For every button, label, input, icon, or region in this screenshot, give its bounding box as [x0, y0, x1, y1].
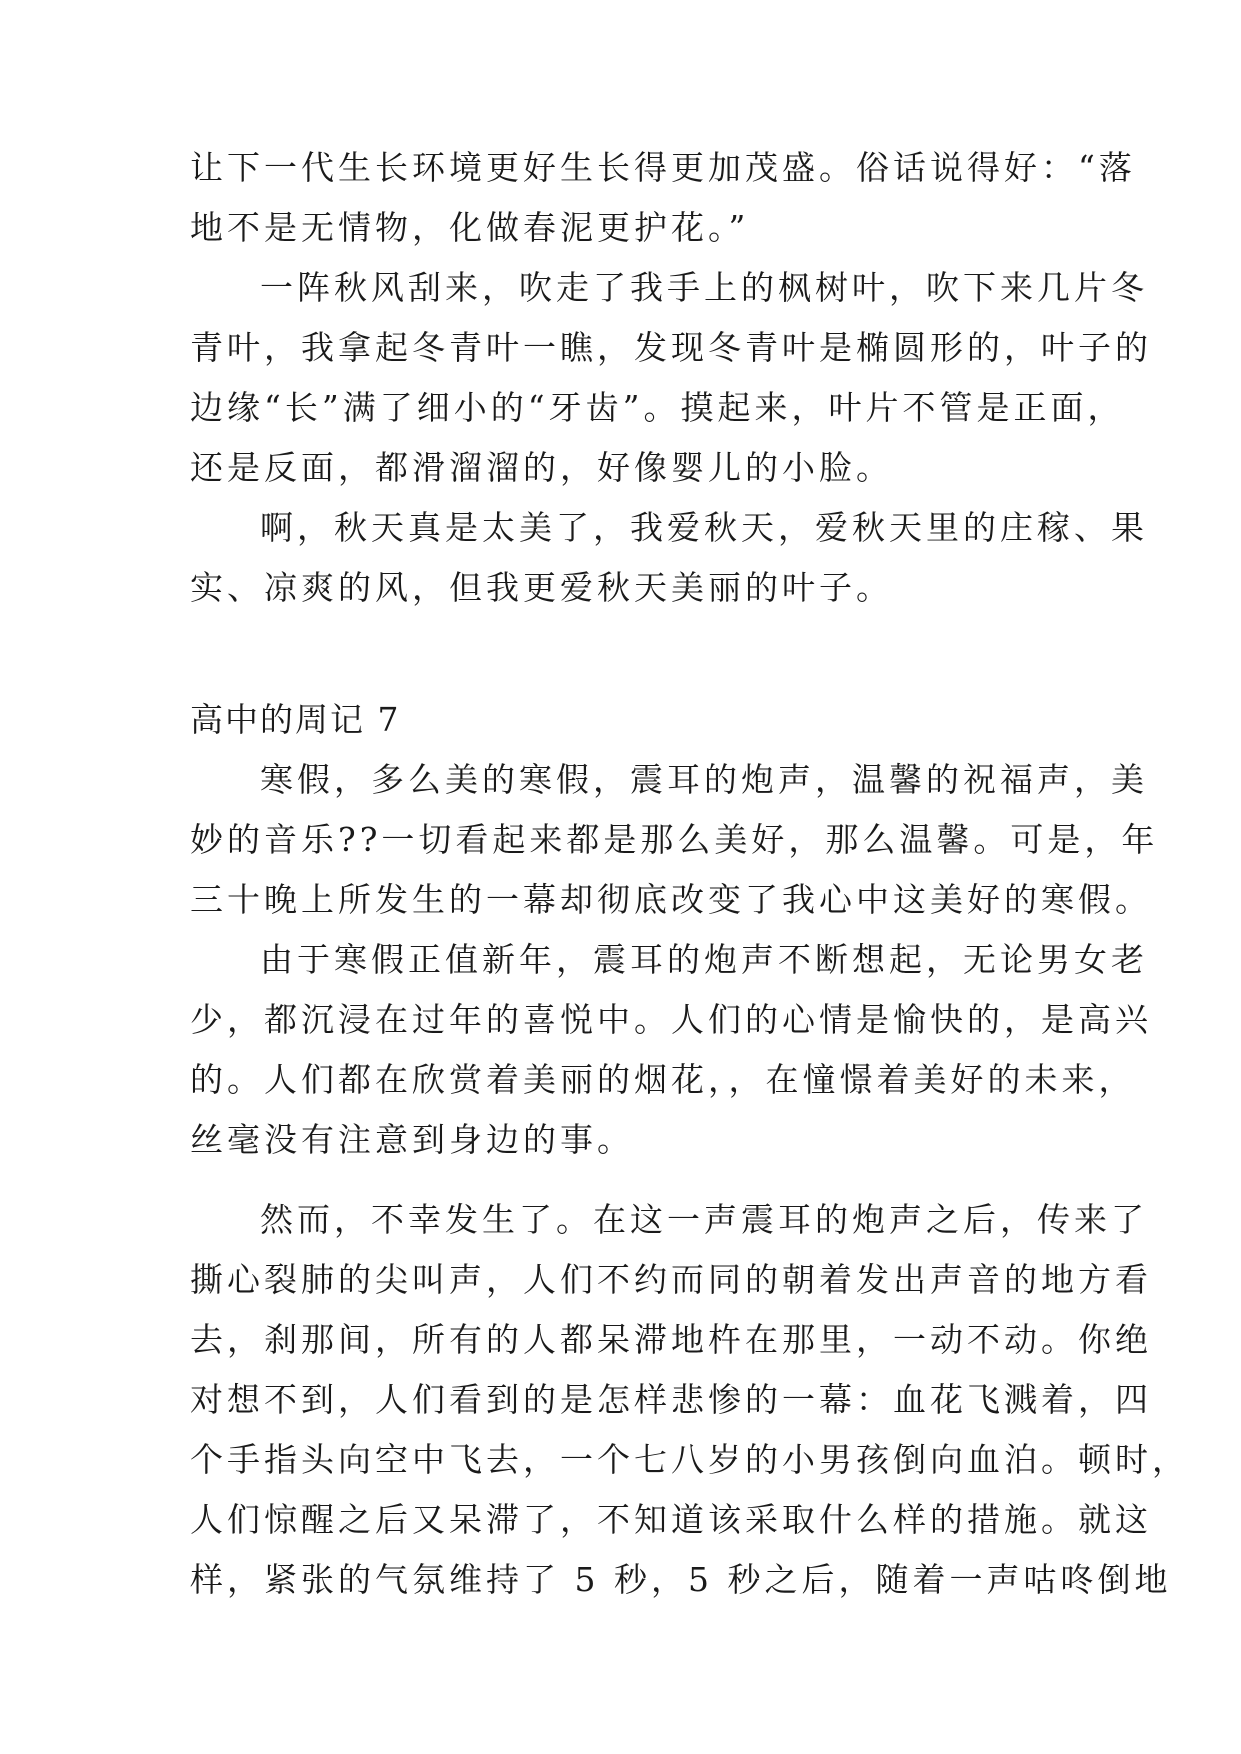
text-line: 一阵秋风刮来，吹走了我手上的枫树叶，吹下来几片冬 — [260, 268, 1148, 307]
text-line: 还是反面，都滑溜溜的，好像婴儿的小脸。 — [190, 448, 893, 487]
text-line: 撕心裂肺的尖叫声，人们不约而同的朝着发出声音的地方看 — [190, 1260, 1152, 1299]
previous-section — [190, 138, 1152, 618]
paragraph — [190, 750, 1159, 930]
paragraph — [190, 1190, 1189, 1610]
paragraph — [190, 258, 1152, 498]
text-line: 地不是无情物，化做春泥更护花。” — [190, 208, 750, 247]
text-line: 实、凉爽的风，但我更爱秋天美丽的叶子。 — [190, 568, 893, 607]
text-line: 去，刹那间，所有的人都呆滞地杵在那里，一动不动。你绝 — [190, 1320, 1152, 1359]
text-line: 然而，不幸发生了。在这一声震耳的炮声之后，传来了 — [260, 1200, 1148, 1239]
section-heading-wrap — [190, 690, 1050, 750]
text-line: 啊，秋天真是太美了，我爱秋天，爱秋天里的庄稼、果 — [260, 508, 1148, 547]
text-line: 由于寒假正值新年，震耳的炮声不断想起，无论男女老 — [260, 940, 1148, 979]
essay-section — [190, 750, 1189, 1610]
section-title: 高中的周记 7 — [190, 700, 401, 739]
text-line: 青叶，我拿起冬青叶一瞧，发现冬青叶是椭圆形的，叶子的 — [190, 328, 1152, 367]
text-line: 妙的音乐??一切看起来都是那么美好，那么温馨。可是，年 — [190, 820, 1159, 859]
paragraph — [190, 138, 1136, 258]
text-line: 三十晚上所发生的一幕却彻底改变了我心中这美好的寒假。 — [190, 880, 1152, 919]
text-line: 让下一代生长环境更好生长得更加茂盛。俗话说得好：“落 — [190, 148, 1136, 187]
text-line: 人们惊醒之后又呆滞了，不知道该采取什么样的措施。就这 — [190, 1500, 1152, 1539]
text-line: 边缘“长”满了细小的“牙齿”。摸起来，叶片不管是正面， — [190, 388, 1125, 427]
paragraph — [190, 498, 1148, 618]
paragraph — [190, 930, 1152, 1170]
text-line: 的。人们都在欣赏着美丽的烟花，，在憧憬着美好的未来， — [190, 1060, 1136, 1099]
text-line: 对想不到，人们看到的是怎样悲惨的一幕：血花飞溅着，四 — [190, 1380, 1152, 1419]
text-line: 样，紧张的气氛维持了 5 秒，5 秒之后，随着一声咕咚倒地 — [190, 1560, 1172, 1599]
text-line: 寒假，多么美的寒假，震耳的炮声，温馨的祝福声，美 — [260, 760, 1148, 799]
text-line: 丝毫没有注意到身边的事。 — [190, 1120, 634, 1159]
text-line: 个手指头向空中飞去，一个七八岁的小男孩倒向血泊。顿时， — [190, 1440, 1189, 1479]
text-line: 少，都沉浸在过年的喜悦中。人们的心情是愉快的，是高兴 — [190, 1000, 1152, 1039]
